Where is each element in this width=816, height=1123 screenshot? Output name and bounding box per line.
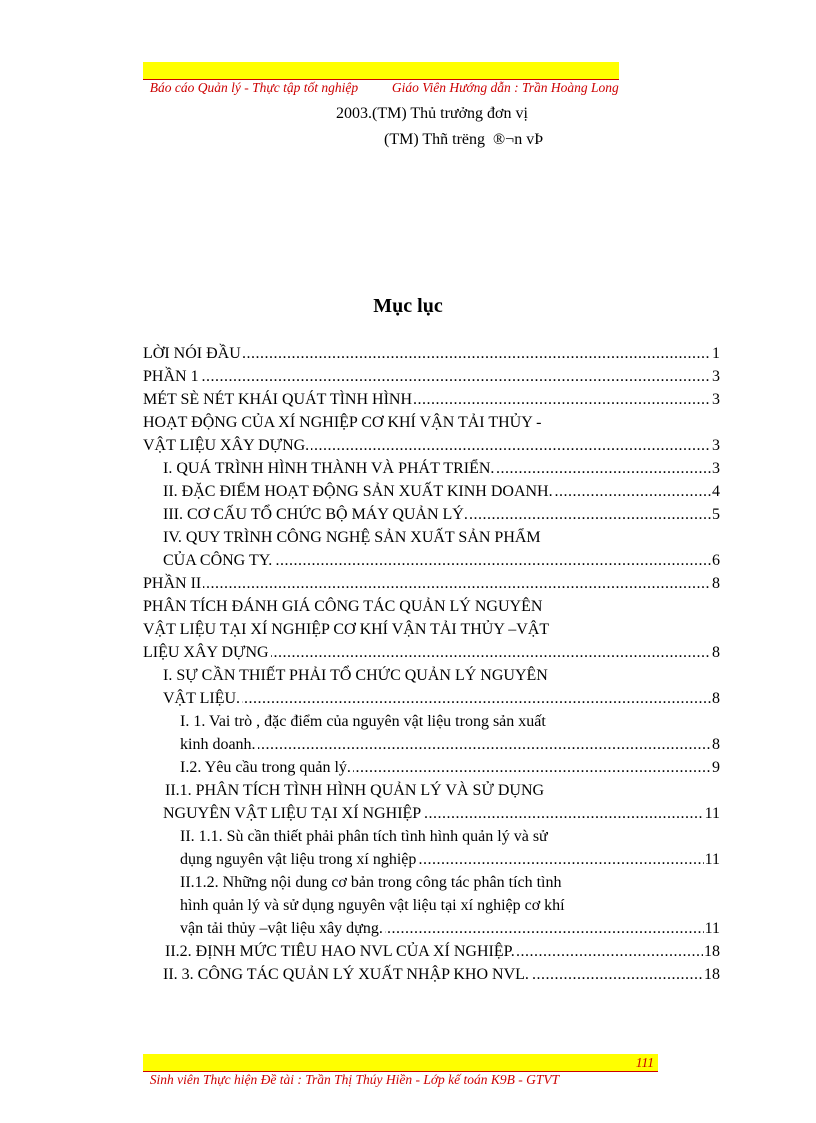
toc-entry-page: 8 [711, 733, 720, 756]
toc-entry-text: dụng nguyên vật liệu trong xí nghiệp [180, 851, 417, 868]
toc-entry-page: 3 [711, 457, 720, 480]
toc-entry-text: III. CƠ CẤU TỔ CHỨC BỘ MÁY QUẢN LÝ. [163, 506, 468, 523]
toc-entry[interactable] [143, 457, 720, 480]
signature-line-1: 2003.(TM) Thủ trưởng đơn vị [336, 105, 528, 122]
toc-entry-text: II. 1.1. Sù cần thiết phải phân tích tình hình quản lý và sử [180, 828, 548, 845]
toc-entry-text: VẬT LIỆU TẠI XÍ NGHIỆP CƠ KHÍ VẬN TẢI THỦY –VẬT [143, 621, 550, 638]
toc-entry[interactable] [143, 756, 720, 779]
toc-entry[interactable] [143, 641, 720, 664]
toc-entry-page: 11 [704, 917, 720, 940]
toc-entry-page: 8 [711, 572, 720, 595]
toc-entry-text: VẬT LIỆU XÂY DỰNG. [143, 437, 310, 454]
toc-entry-text: LIỆU XÂY DỰNG [143, 644, 269, 661]
toc-entry-text: II.1.2. Những nội dung cơ bản trong công tác phân tích tình [180, 874, 562, 891]
toc-entry[interactable] [143, 963, 720, 986]
toc-entry[interactable] [143, 733, 720, 756]
toc-entry[interactable] [143, 871, 720, 894]
toc-entry-text: I. QUÁ TRÌNH HÌNH THÀNH VÀ PHÁT TRIỂN. [163, 460, 495, 477]
toc-entry-page: 3 [711, 365, 720, 388]
toc-entry-text: II.1. PHÂN TÍCH TÌNH HÌNH QUẢN LÝ VÀ SỬ DỤNG [165, 782, 545, 799]
signature-line-2: (TM) Thñ trëng ®¬n vÞ [384, 131, 544, 148]
toc-entry-page: 5 [711, 503, 720, 526]
toc-entry[interactable] [143, 388, 720, 411]
footer-page-number: 111 [635, 1055, 654, 1070]
toc-entry-page: 3 [711, 388, 720, 411]
toc-entry[interactable] [143, 595, 720, 618]
toc-entry-page: 3 [711, 434, 720, 457]
toc-entry[interactable] [143, 549, 720, 572]
toc-entry-text: I. 1. Vai trò , đặc điểm của nguyên vật liệu trong sản xuất [180, 713, 546, 730]
toc-entry-page: 18 [703, 940, 720, 963]
toc-entry[interactable] [143, 526, 720, 549]
toc-entry-page: 11 [704, 802, 720, 825]
toc-entry-page: 6 [711, 549, 720, 572]
toc-entry[interactable] [143, 503, 720, 526]
footer-text: Sinh viên Thực hiện Đề tài : Trần Thị Thúy Hiền - Lớp kế toán K9B - GTVT [149, 1072, 560, 1087]
toc-entry[interactable] [143, 411, 720, 434]
toc-entry[interactable] [143, 779, 720, 802]
table-of-contents [143, 342, 720, 986]
toc-entry[interactable] [143, 618, 720, 641]
toc-entry[interactable] [143, 687, 720, 710]
toc-entry[interactable] [143, 664, 720, 687]
toc-entry-text: kinh doanh. [180, 736, 256, 753]
toc-entry[interactable] [143, 802, 720, 825]
toc-entry-text: PHẦN II [143, 575, 202, 592]
toc-entry-page: 8 [711, 687, 720, 710]
toc-entry-text: II.2. ĐỊNH MỨC TIÊU HAO NVL CỦA XÍ NGHIỆP. [165, 943, 515, 960]
toc-entry[interactable] [143, 825, 720, 848]
toc-entry[interactable] [143, 572, 720, 595]
toc-entry-text: HOẠT ĐỘNG CỦA XÍ NGHIỆP CƠ KHÍ VẬN TẢI THỦY - [143, 414, 542, 431]
toc-entry-page: 1 [711, 342, 720, 365]
toc-entry[interactable] [143, 480, 720, 503]
page-footer [143, 1054, 658, 1087]
toc-entry-text: I.2. Yêu cầu trong quản lý. [180, 759, 351, 776]
toc-entry-text: NGUYÊN VẬT LIỆU TẠI XÍ NGHIỆP [163, 805, 422, 822]
toc-entry[interactable] [143, 342, 720, 365]
toc-entry-page: 18 [703, 963, 720, 986]
toc-entry-text: II. ĐẶC ĐIỂM HOẠT ĐỘNG SẢN XUẤT KINH DOANH. [163, 483, 553, 500]
toc-entry-text: VẬT LIỆU. [163, 690, 241, 707]
toc-entry-text: LỜI NÓI ĐẦU [143, 345, 241, 362]
toc-entry-text: PHÂN TÍCH ĐÁNH GIÁ CÔNG TÁC QUẢN LÝ NGUYÊN [143, 598, 543, 615]
toc-entry[interactable] [143, 710, 720, 733]
toc-entry[interactable] [143, 434, 720, 457]
toc-entry-page: 9 [711, 756, 720, 779]
header-text: Báo cáo Quản lý - Thực tập tốt nghiệp Giáo Viên Hướng dẫn : Trần Hoàng Long [149, 80, 619, 95]
toc-entry[interactable] [143, 848, 720, 871]
toc-entry-text: I. SỰ CẦN THIẾT PHẢI TỔ CHỨC QUẢN LÝ NGUYÊN [163, 667, 548, 684]
toc-entry-page: 4 [711, 480, 720, 503]
page-title: Mục lục [373, 295, 443, 317]
toc-entry[interactable] [143, 917, 720, 940]
page-header [143, 62, 619, 95]
toc-entry-text: MÉT SÈ NÉT KHÁI QUÁT TÌNH HÌNH [143, 391, 413, 408]
toc-entry-page: 8 [711, 641, 720, 664]
toc-entry-text: CỦA CÔNG TY. [163, 552, 273, 569]
toc-entry[interactable] [143, 894, 720, 917]
toc-entry[interactable] [143, 365, 720, 388]
toc-entry-text: IV. QUY TRÌNH CÔNG NGHỆ SẢN XUẤT SẢN PHẨM [163, 529, 541, 546]
toc-entry-text: PHẦN 1 [143, 368, 199, 385]
toc-entry-page: 11 [704, 848, 720, 871]
toc-entry[interactable] [143, 940, 720, 963]
toc-entry-text: vận tải thủy –vật liệu xây dựng. [180, 920, 383, 937]
toc-entry-text: hình quản lý và sử dụng nguyên vật liệu tại xí nghiệp cơ khí [180, 897, 565, 914]
toc-entry-text: II. 3. CÔNG TÁC QUẢN LÝ XUẤT NHẬP KHO NVL. [163, 966, 529, 983]
